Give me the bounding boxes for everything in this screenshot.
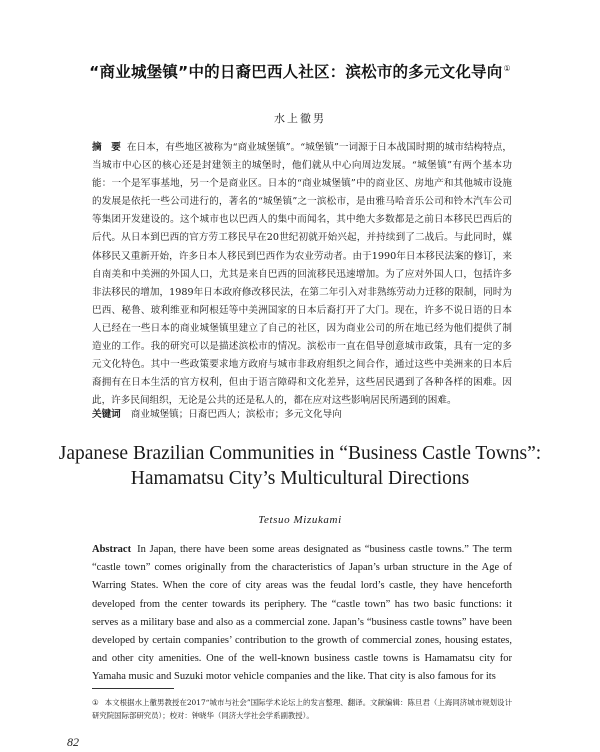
title-cn-text: “商业城堡镇”中的日裔巴西人社区：滨松市的多元文化导向 — [89, 63, 503, 81]
footnote-text: 本文根据水上徹男教授在2017“城市与社会”国际学术论坛上的发言整理、翻译。文献编辑：陈旦君（上海同济城市规划设计研究院国际部研究员）；校对：钟晓华（同济大学社会学系副教授）。 — [92, 698, 512, 720]
abstract-en-label: Abstract — [92, 544, 132, 555]
paper-title-en — [0, 441, 600, 491]
keywords-cn-label: 关键词 — [92, 409, 121, 420]
author-en: Tetsuo Mizukami — [258, 514, 342, 526]
abstract-cn — [92, 139, 512, 410]
paper-title-cn — [0, 60, 600, 82]
abstract-cn-text: 在日本，有些地区被称为“商业城堡镇”。“城堡镇”一词源于日本战国时期的城市结构特点，当城市中心区的核心还是封建领主的城堡时，他们就从中心向周边发展。“城堡镇”有两个基本功能：一个是军事基地，另一个是商业区。日本的“商业城堡镇”中的商业区、房地产和其他城市设施的发展是依托一些公司进行的，著名的“城堡镇”之一滨松市，是由雅马哈音乐公司和铃木汽车公司等集团开发建设的。这个城市也以巴西人的集中而闻名，其中绝大多数都是之前日本移民巴西后的后代。从日本到巴西的官方劳工移民早在20世纪初就开始兴起，并持续到了二战后。与此同时，媒体移民又重新开始，许多日本人移民到巴西作为农业劳动者。由于1990年日本移民法案的修订，来自南美和中美洲的外国人口，尤其是来自巴西的回流移民迅速增加。为了应对外国人口，包括许多非法移民的增加，1989年日本政府修改移民法，在第二年引入对非熟练劳动力迁移的限制，同时为巴西、秘鲁、玻利维亚和阿根廷等中美洲国家的日本后裔打开了大门。现在，许多不说日语的日本人已经在一些日本的商业城堡镇里建立了自己的社区，因为商业公司的所在地已经为他们提供了制造业的工作。我的研究可以是描述滨松市的情况。滨松市一直在倡导创意城市政策，具有一定的多元文化特色。其中一些政策要求地方政府与城市非政府组织之间合作，通过这些中美洲来的日本后裔拥有在日本生活的官方权利，但由于语言障碍和文化差异，这些居民遇到了各种各样的困难。因此，许多民间组织，无论是公共的还是私人的，都在应对这些影响居民所遇到的困难。 — [92, 142, 513, 407]
abstract-en-text: In Japan, there have been some areas designated as “business castle towns.” The term “castle town” comes originally from the characteristics of Japan’s urban structure in the Age of Warring States. When the core of city areas was the feudal lord’s castle, they have henceforth developed from the center towards its periphery. The “castle town” has two basic functions: it serves as a military base and also as a commercial zone. Japan’s “business castle towns” have been developed by certain companies’ contribution to the growth of commercial zones, housing estates, and other city amenities. One of the well-known business castle towns is Hamamatsu city for Yamaha music and Suzuki motor vehicle companies and the like. That city is also famous for its — [92, 544, 512, 683]
title-footnote-marker: ① — [503, 63, 511, 73]
abstract-en — [92, 541, 512, 687]
abstract-cn-label: 摘 要 — [92, 142, 121, 153]
page-number: 82 — [67, 735, 79, 749]
keywords-cn-text: 商业城堡镇；日裔巴西人；滨松市；多元文化导向 — [130, 409, 342, 420]
author-cn: 水上徹男 — [274, 112, 326, 125]
title-en-line-2: Hamamatsu City’s Multicultural Directions — [130, 468, 470, 489]
footnote-mark: ① — [92, 698, 99, 707]
footnote — [92, 696, 512, 722]
footnote-rule — [92, 688, 174, 689]
title-en-line-1: Japanese Brazilian Communities in “Business Castle Towns”: — [58, 443, 542, 464]
keywords-cn — [92, 406, 512, 424]
